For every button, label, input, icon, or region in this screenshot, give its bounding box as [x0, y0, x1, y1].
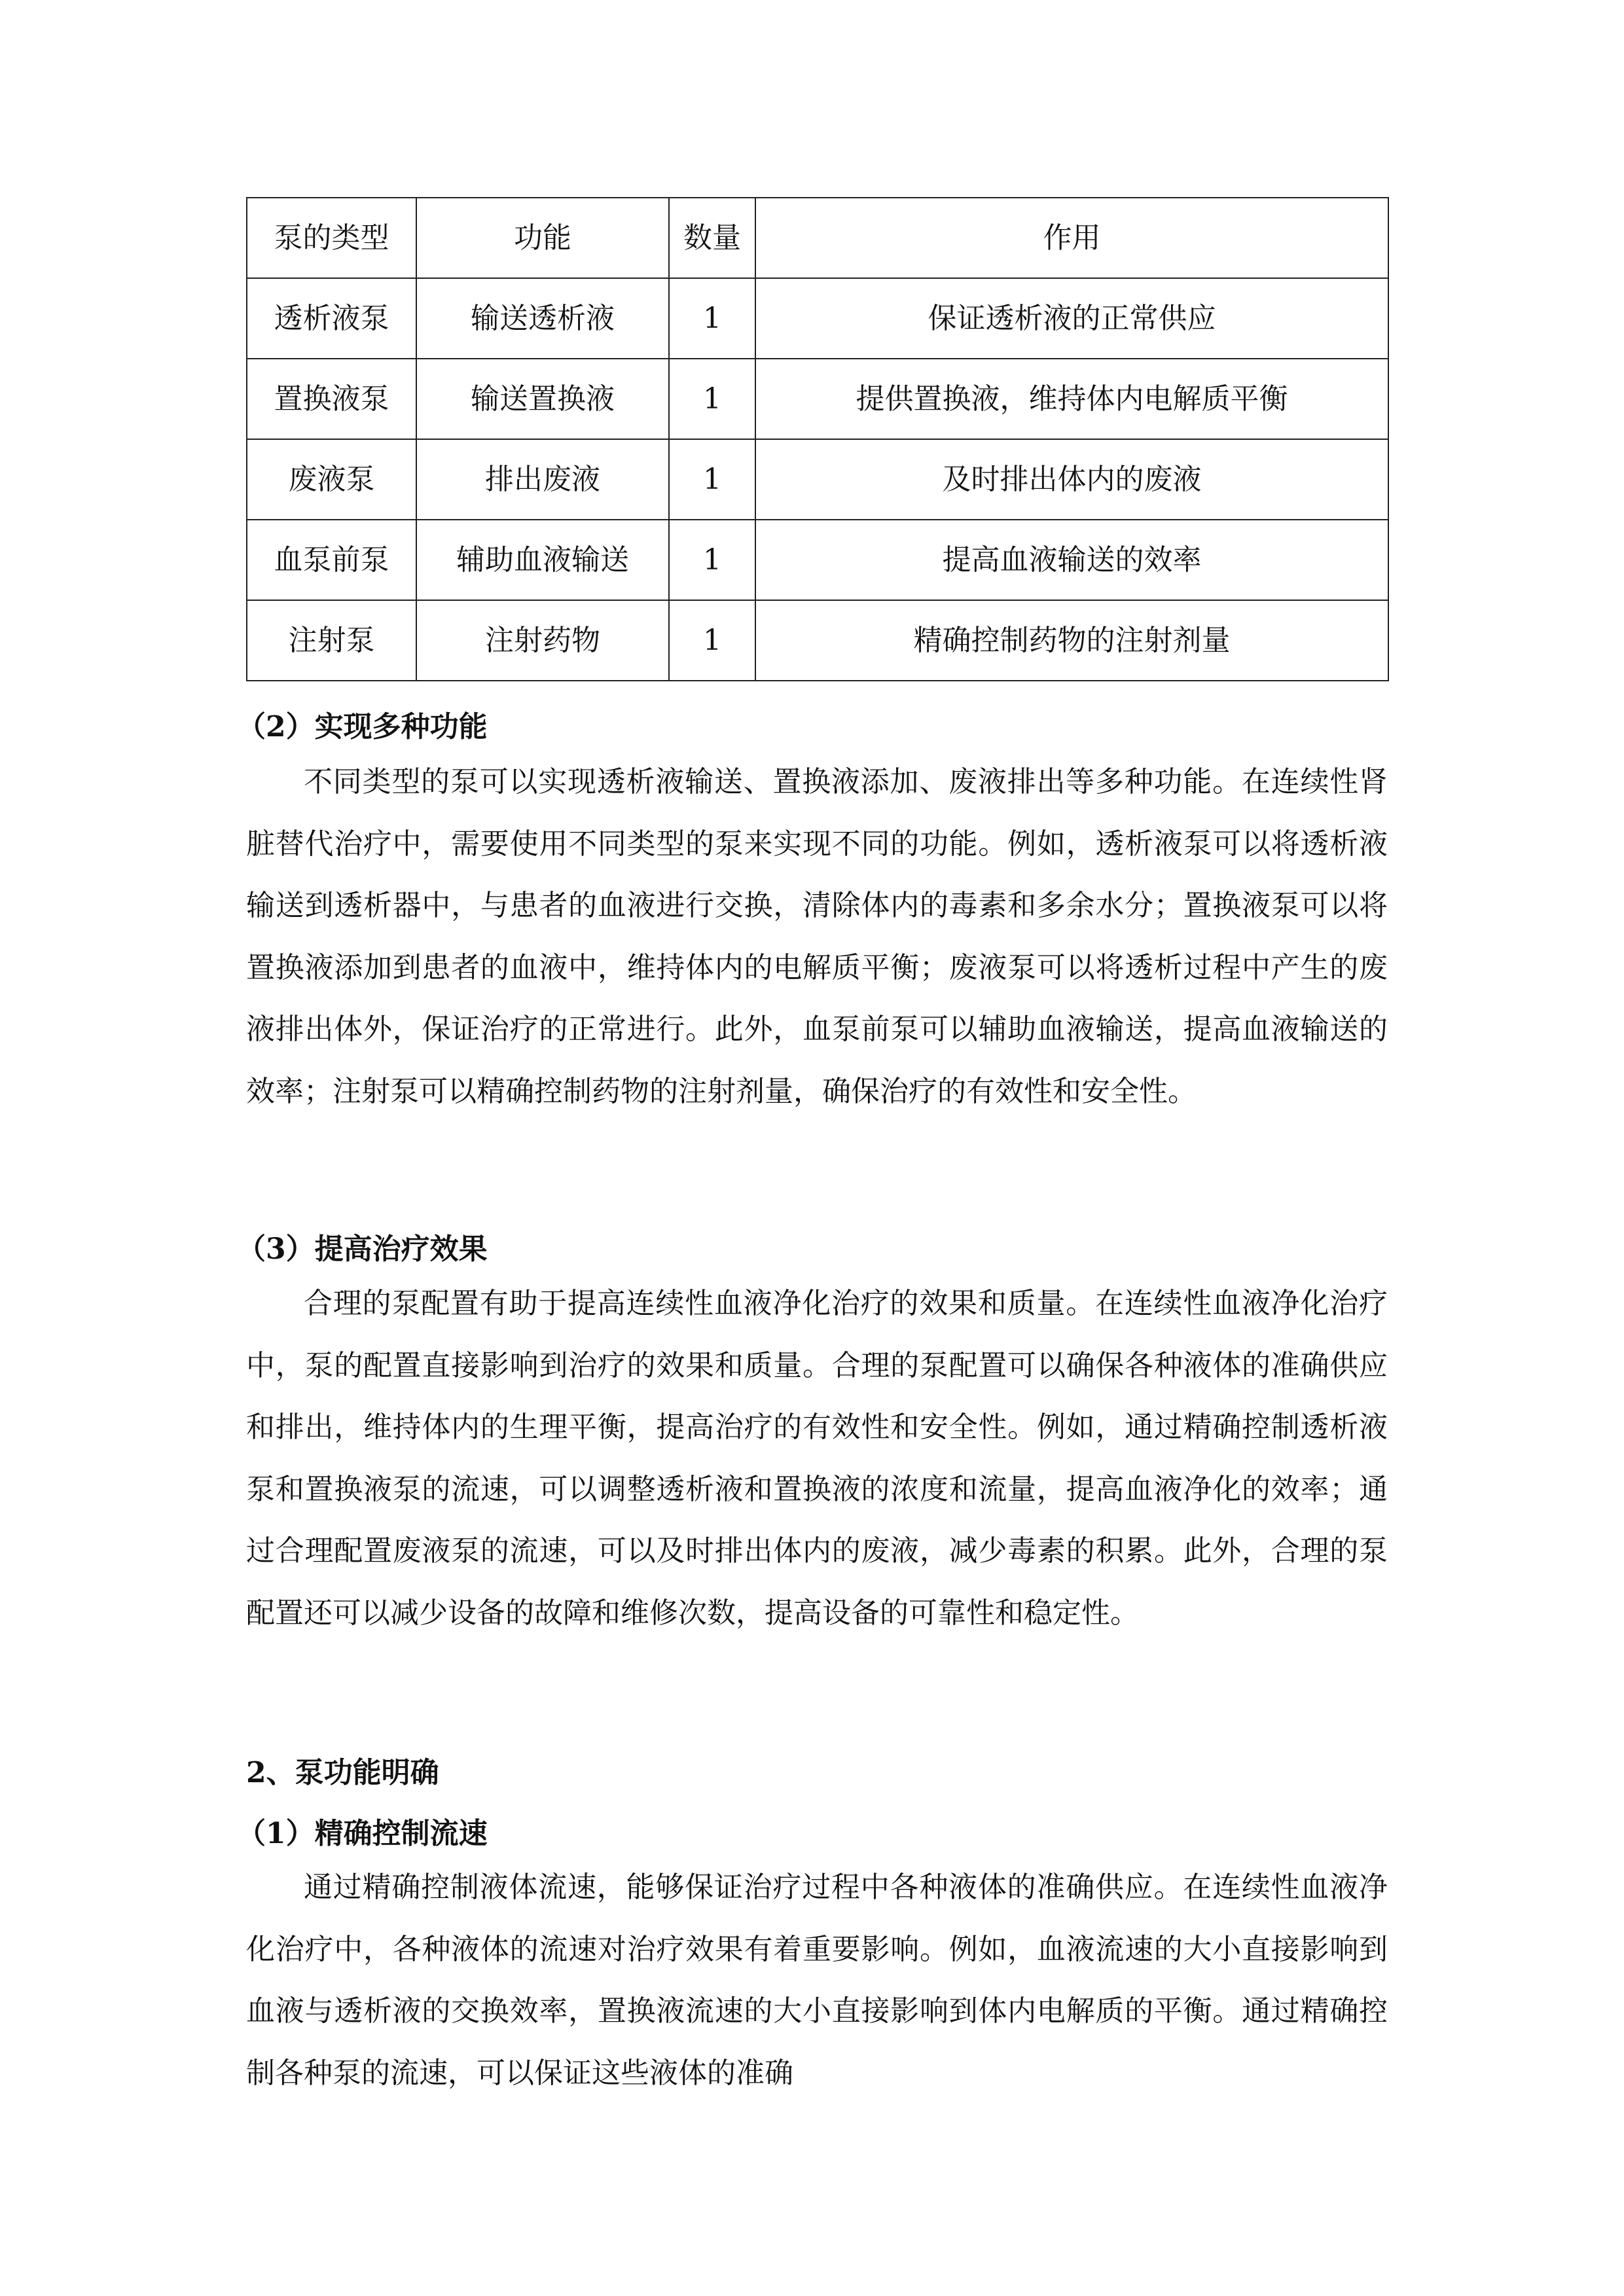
pump-configuration-table [246, 197, 1389, 681]
table-cell: 1 [669, 359, 755, 439]
table-cell: 1 [669, 600, 755, 681]
table-cell: 1 [669, 520, 755, 600]
paragraph: 不同类型的泵可以实现透析液输送、置换液添加、废液排出等多种功能。在连续性肾脏替代治疗中，需要使用不同类型的泵来实现不同的功能。例如，透析液泵可以将透析液输送到透析器中，与患者的血液进行交换，清除体内的毒素和多余水分；置换液泵可以将置换液添加到患者的血液中，维持体内的电解质平衡；废液泵可以将透析过程中产生的废液排出体外，保证治疗的正常进行。此外，血泵前泵可以辅助血液输送，提高血液输送的效率；注射泵可以精确控制药物的注射剂量，确保治疗的有效性和安全性。 [246, 765, 1388, 1108]
table-row [247, 359, 1388, 439]
table-cell: 注射药物 [416, 600, 669, 681]
table-cell: 废液泵 [247, 439, 416, 520]
table-row [247, 439, 1388, 520]
table-row [247, 278, 1388, 359]
subsection-1-body [246, 1857, 1388, 2104]
section-3-body [246, 1273, 1388, 1644]
chapter-heading: 2、泵功能明确 [246, 1756, 439, 1789]
table-cell: 注射泵 [247, 600, 416, 681]
paragraph: 合理的泵配置有助于提高连续性血液净化治疗的效果和质量。在连续性血液净化治疗中，泵的配置直接影响到治疗的效果和质量。合理的泵配置可以确保各种液体的准确供应和排出，维持体内的生理平衡，提高治疗的有效性和安全性。例如，通过精确控制透析液泵和置换液泵的流速，可以调整透析液和置换液的浓度和流量，提高血液净化的效率；通过合理配置废液泵的流速，可以及时排出体内的废液，减少毒素的积累。此外，合理的泵配置还可以减少设备的故障和维修次数，提高设备的可靠性和稳定性。 [246, 1287, 1388, 1630]
table-cell: 血泵前泵 [247, 520, 416, 600]
table-cell: 保证透析液的正常供应 [755, 278, 1388, 359]
table-cell: 精确控制药物的注射剂量 [755, 600, 1388, 681]
section-2-body [246, 751, 1388, 1122]
table-cell: 1 [669, 278, 755, 359]
table-cell: 排出废液 [416, 439, 669, 520]
table-cell: 及时排出体内的废液 [755, 439, 1388, 520]
table-header-cell: 作用 [755, 198, 1388, 278]
table-header-row [247, 198, 1388, 278]
table-cell: 置换液泵 [247, 359, 416, 439]
table-row [247, 600, 1388, 681]
section-heading-3: （3）提高治疗效果 [237, 1232, 488, 1266]
table-cell: 提供置换液，维持体内电解质平衡 [755, 359, 1388, 439]
table-cell: 提高血液输送的效率 [755, 520, 1388, 600]
table-header-cell: 功能 [416, 198, 669, 278]
subsection-heading-1: （1）精确控制流速 [237, 1817, 488, 1850]
table-cell: 输送透析液 [416, 278, 669, 359]
table-header-cell: 泵的类型 [247, 198, 416, 278]
table-cell: 辅助血液输送 [416, 520, 669, 600]
paragraph: 通过精确控制液体流速，能够保证治疗过程中各种液体的准确供应。在连续性血液净化治疗中，各种液体的流速对治疗效果有着重要影响。例如，血液流速的大小直接影响到血液与透析液的交换效率，置换液流速的大小直接影响到体内电解质的平衡。通过精确控制各种泵的流速，可以保证这些液体的准确 [246, 1871, 1388, 2090]
table-row [247, 520, 1388, 600]
table-cell: 1 [669, 439, 755, 520]
table-header-cell: 数量 [669, 198, 755, 278]
section-heading-2: （2）实现多种功能 [237, 710, 488, 744]
table-cell: 透析液泵 [247, 278, 416, 359]
table-cell: 输送置换液 [416, 359, 669, 439]
